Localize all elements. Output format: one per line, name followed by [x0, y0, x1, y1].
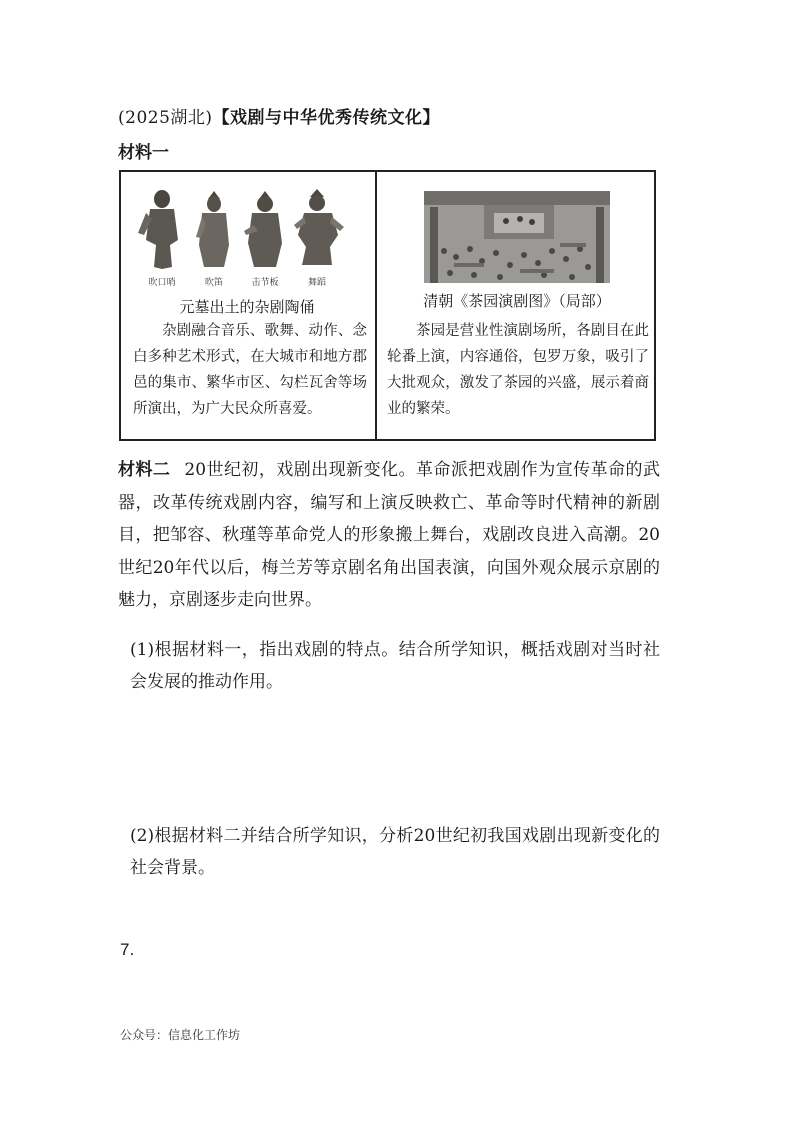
yuan-pottery-figurines-image [134, 185, 364, 290]
question-title [118, 103, 440, 128]
figurine-label-4: 舞蹈 [307, 278, 327, 288]
figurine-label-1: 吹口哨 [148, 278, 176, 288]
figurine-3 [244, 191, 282, 267]
question-number: 7. [120, 940, 135, 959]
material2-label: 材料二 [118, 460, 171, 480]
material1-label: 材料一 [118, 143, 169, 163]
material1-left-text: 杂剧融合音乐、歌舞、动作、念白多种艺术形式，在大城市和地方郡邑的集市、繁华市区、勾栏瓦舍等场所演出，为广大民众所喜爱。 [133, 323, 367, 417]
material1-right-text: 茶园是营业性演剧场所，各剧目在此轮番上演，内容通俗，包罗万象，吸引了大批观众，激发了茶园的兴盛，展示着商业的繁荣。 [387, 323, 649, 417]
figurine-label-2: 吹笛 [204, 278, 224, 288]
material1-right-caption: 清朝《茶园演剧图》（局部） [423, 292, 611, 310]
question-topic: 【戏剧与中华优秀传统文化】 [212, 108, 441, 128]
material1-left-caption: 元墓出土的杂剧陶俑 [179, 298, 315, 316]
material1-divider [375, 170, 377, 441]
material2-text: 20世纪初，戏剧出现新变化。革命派把戏剧作为宣传革命的武器，改革传统戏剧内容，编写和上演反映救亡、革命等时代精神的新剧目，把邹容、秋瑾等革命党人的形象搬上舞台，戏剧改良进入高潮。20世纪20年代以后，梅兰芳等京剧名角出国表演，向国外观众展示京剧的魅力，京剧逐步走向世界。 [118, 460, 660, 610]
material2-paragraph [118, 454, 660, 617]
figurine-1 [138, 190, 178, 269]
footer-credit: 公众号：信息化工作坊 [120, 1028, 241, 1042]
figurine-2 [196, 191, 229, 267]
tea-garden-painting-image [424, 191, 610, 283]
question-1: (1)根据材料一，指出戏剧的特点。结合所学知识，概括戏剧对当时社会发展的推动作用。 [130, 640, 660, 692]
figurine-4 [294, 189, 344, 265]
question-source: (2025湖北) [118, 108, 213, 128]
question-2: (2)根据材料二并结合所学知识，分析20世纪初我国戏剧出现新变化的社会背景。 [130, 826, 660, 878]
figurine-label-3: 击节板 [251, 278, 279, 288]
